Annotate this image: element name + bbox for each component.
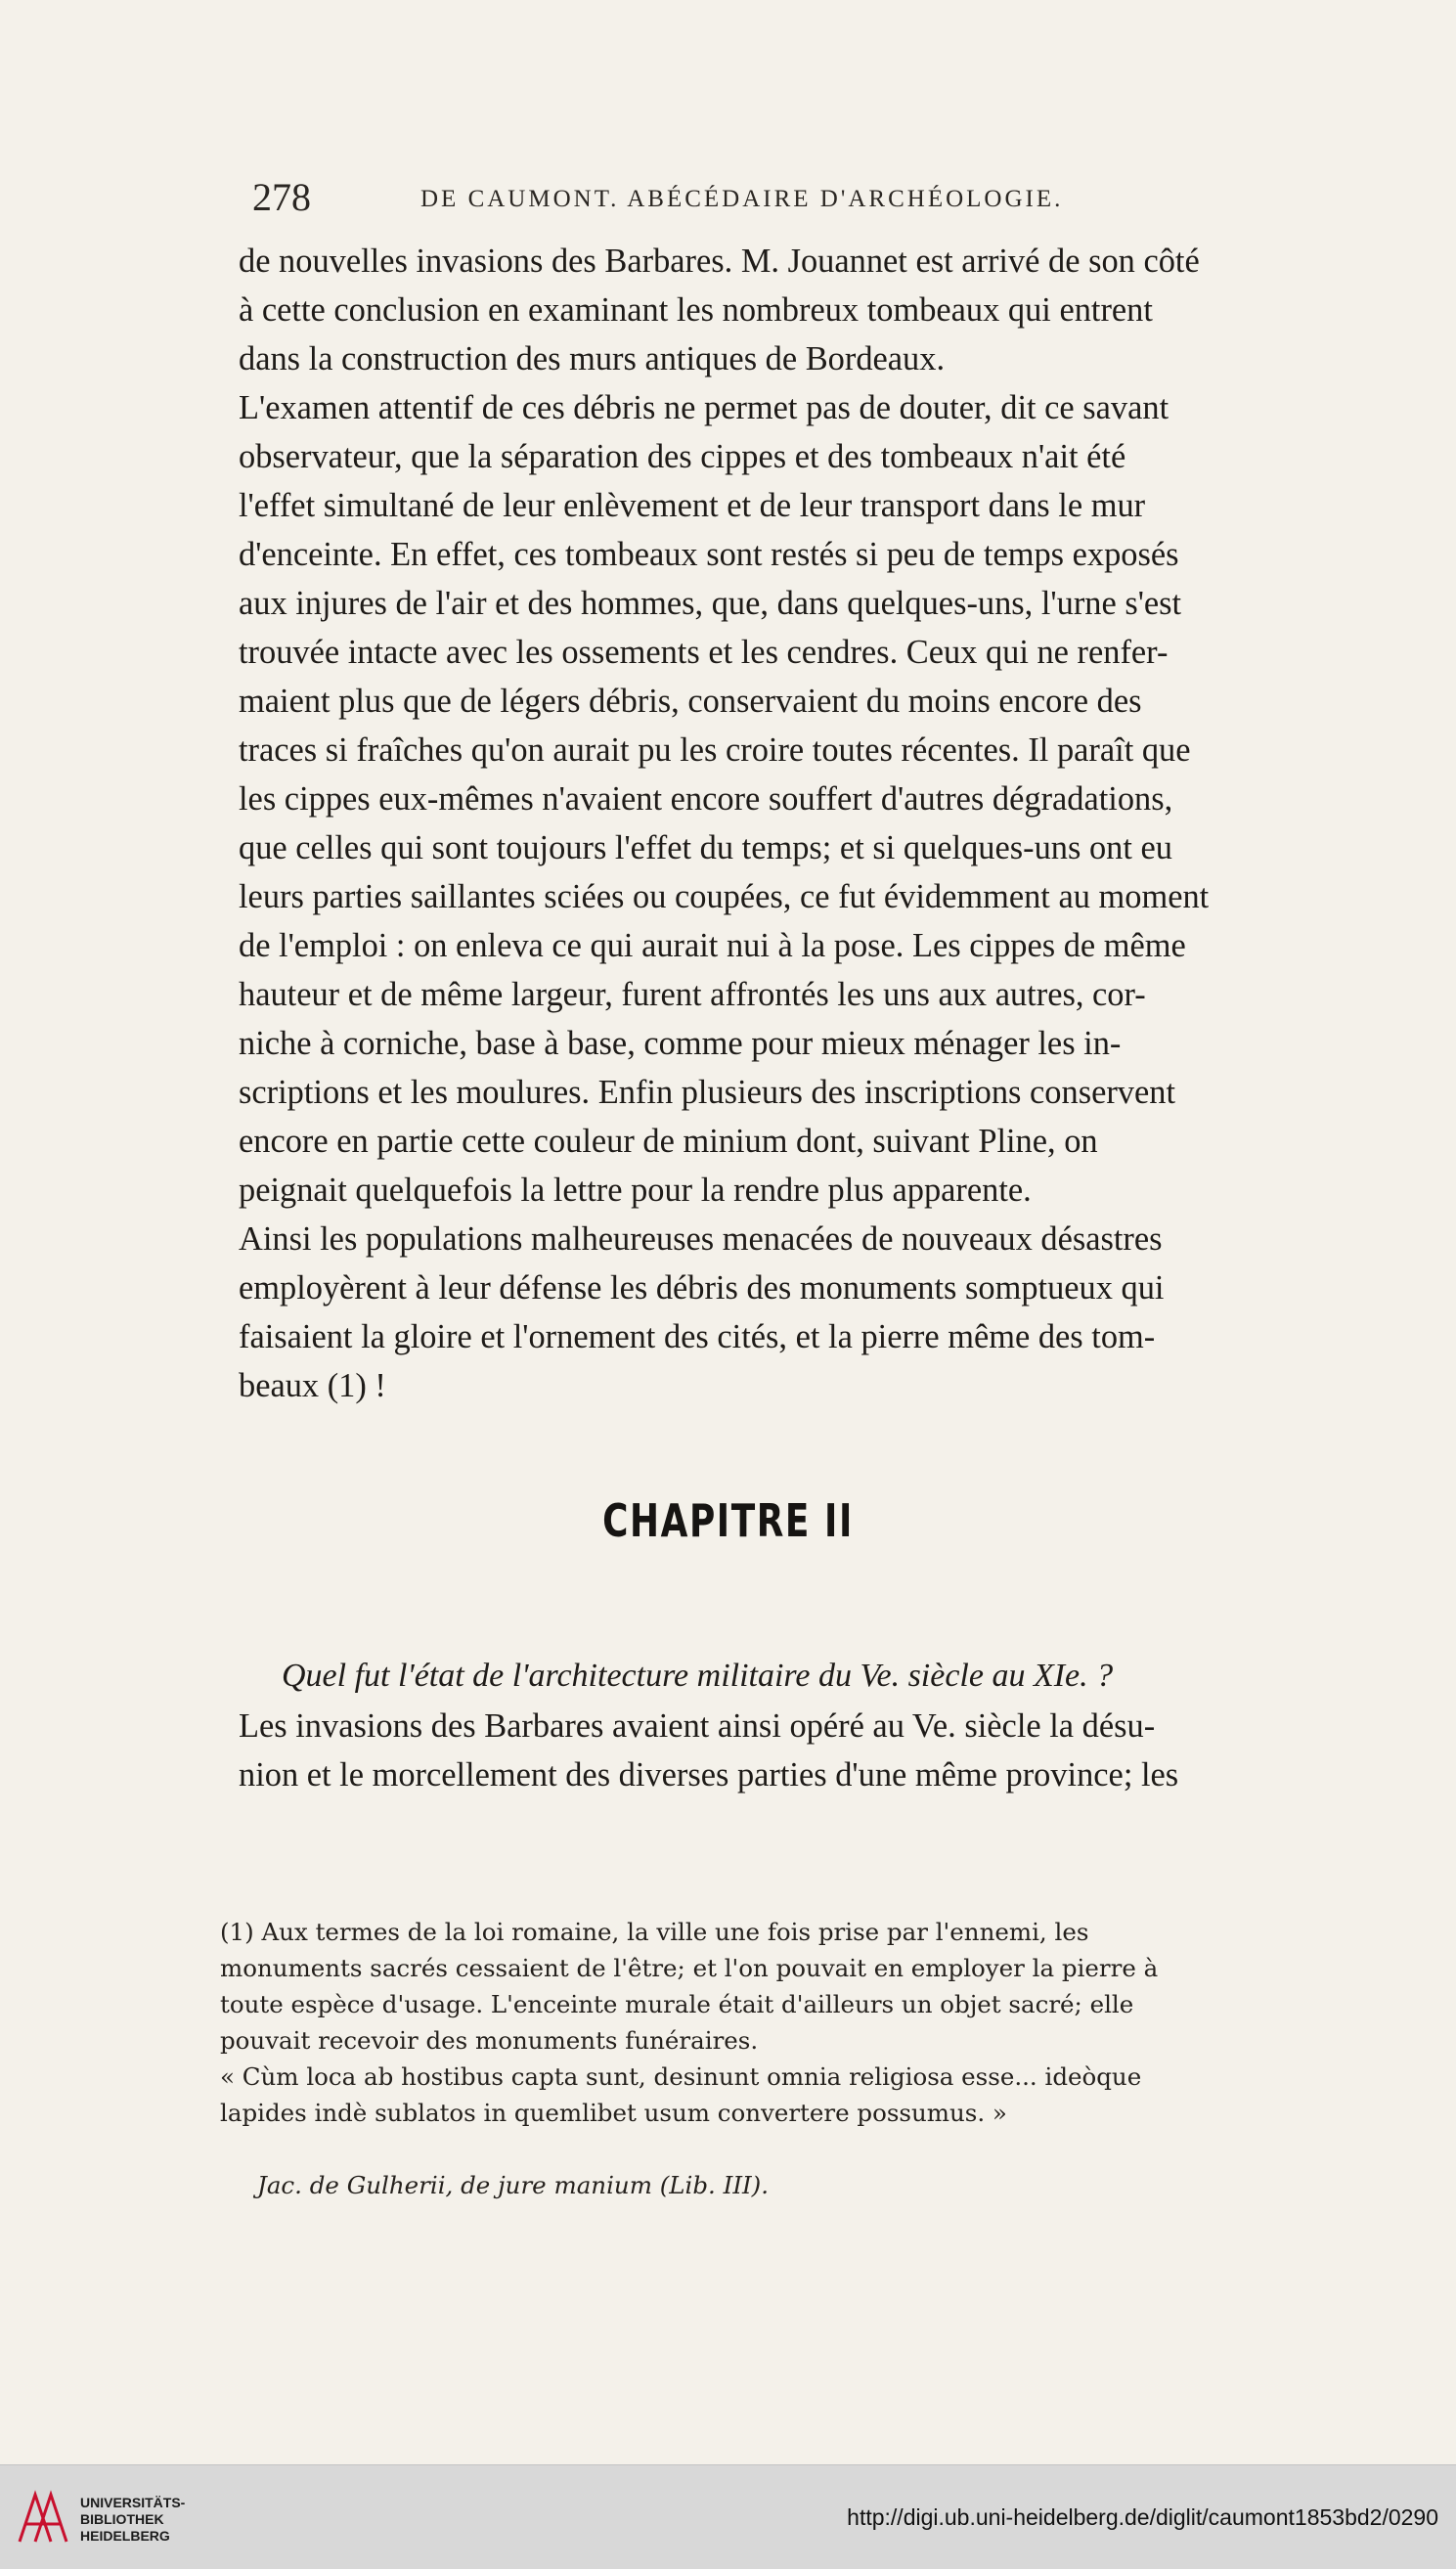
chapter-subtitle: Quel fut l'état de l'architecture militaire du Ve. siècle au XIe. ? [282, 1658, 1114, 1694]
body-paragraph: Les invasions des Barbares avaient ainsi opéré au Ve. siècle la désu- nion et le morcellement des diverses parties d'une même province; les [239, 1707, 1179, 1794]
footnote-text: (1) Aux termes de la loi romaine, la ville une fois prise par l'ennemi, les monuments sacrés cessaient de l'être; et l'on pouvait en employer la pierre à toute espèce d'usage. L'enceinte murale était d'ailleurs un objet sacré; elle pouvait recevoir des monuments funéraires. « Cùm loca ab hostibus capta sunt, desinunt omnia religiosa esse... ideòque lapides indè sublatos in quemlibet usum convertere possumus. » [220, 1918, 1159, 2127]
running-head: DE CAUMONT. ABÉCÉDAIRE D'ARCHÉOLOGIE. [420, 186, 1064, 212]
source-url-link[interactable]: http://digi.ub.uni-heidelberg.de/diglit/caumont1853bd2/0290 [847, 2504, 1438, 2530]
heidelberg-library-logo-icon [14, 2489, 72, 2547]
footnotes [220, 1878, 1276, 2239]
footnote-citation: Jac. de Gulherii, de jure manium (Lib. III). [257, 2171, 770, 2199]
footer-bar [0, 2464, 1456, 2569]
library-name: UNIVERSITÄTS- BIBLIOTHEK HEIDELBERG [80, 2495, 186, 2544]
page-number: 278 [252, 175, 311, 219]
page-header [252, 174, 1289, 223]
chapter-title: CHAPITRE II [602, 1494, 854, 1547]
body-paragraph: de nouvelles invasions des Barbares. M. Jouannet est arrivé de son côté à cette conclusion en examinant les nombreux tombeaux qui entrent dans la construction des murs antiques de Bordeaux. L'examen attentif de ces débris ne permet pas de douter, dit ce savant observateur, que la séparation des cippes et des tombeaux n'ait été l'effet simultané de leur enlèvement et de leur transport dans le mur d'enceinte. En effet, ces tombeaux sont restés si peu de temps exposés aux injures de l'air et des hommes, que, dans quelques-uns, l'urne s'est trouvée intacte avec les ossements et les cendres. Ceux qui ne renfer- maient plus que de légers débris, conservaient du moins encore des traces si fraîches qu'on aurait pu les croire toutes récentes. Il paraît que les cippes eux-mêmes n'avaient encore souffert d'autres dégradations, que celles qui sont toujours l'effet du temps; et si quelques-uns ont eu leurs parties saillantes sciées ou coupées, ce fut évidemment au moment de l'emploi : on enleva ce qui aurait nui à la pose. Les cippes de même hauteur et de même largeur, furent affrontés les uns aux autres, cor- niche à corniche, base à base, comme pour mieux ménager les in- scriptions et les moulures. Enfin plusieurs des inscriptions conservent encore en partie cette couleur de minium dont, suivant Pline, on peignait quelquefois la lettre pour la rendre plus apparente. Ainsi les populations malheureuses menacées de nouveaux désastres employèrent à leur défense les débris des monuments somptueux qui faisaient la gloire et l'ornement des cités, et la pierre même des tom- beaux (1) ! [239, 243, 1210, 1404]
